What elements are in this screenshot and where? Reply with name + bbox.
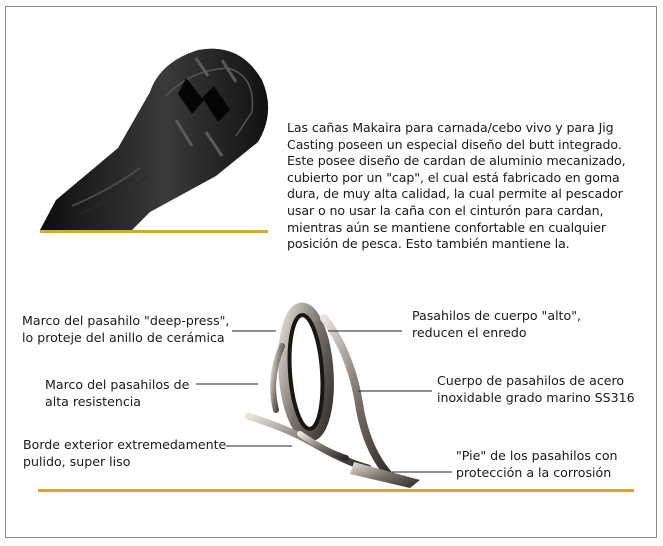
- rod-butt-cap-image: [40, 49, 268, 230]
- label-guide-foot: "Pie" de los pasahilos con protección a la corrosión: [456, 448, 618, 480]
- description-paragraph: Las cañas Makaira para carnada/cebo vivo y para Jig Casting poseen un especial diseño del butt integrado. Este posee diseño de cardan de aluminio mecanizado, cubierto por un "cap", el cual está fabricado en goma dura, de muy alta calidad, la cual permite al pescador usar o no usar la caña con el cinturón para cardan, mientras aún se mantiene confortable en cualquier posición de pesca. Esto también mantiene la.: [287, 120, 626, 252]
- bottom-accent-rule: [38, 489, 634, 492]
- label-high-body-guide: Pasahilos de cuerpo "alto", reducen el enredo: [412, 308, 582, 340]
- label-deep-press-frame: Marco del pasahilo "deep-press", lo proteje del anillo de cerámica: [22, 313, 230, 345]
- top-accent-rule: [40, 230, 268, 233]
- label-polished-edge: Borde exterior extremedamente pulido, super liso: [23, 437, 227, 469]
- label-steel-body: Cuerpo de pasahilos de acero inoxidable grado marino SS316: [437, 373, 635, 405]
- label-high-resistance-frame: Marco del pasahilos de alta resistencia: [45, 377, 190, 409]
- line-guide-image: [248, 307, 420, 488]
